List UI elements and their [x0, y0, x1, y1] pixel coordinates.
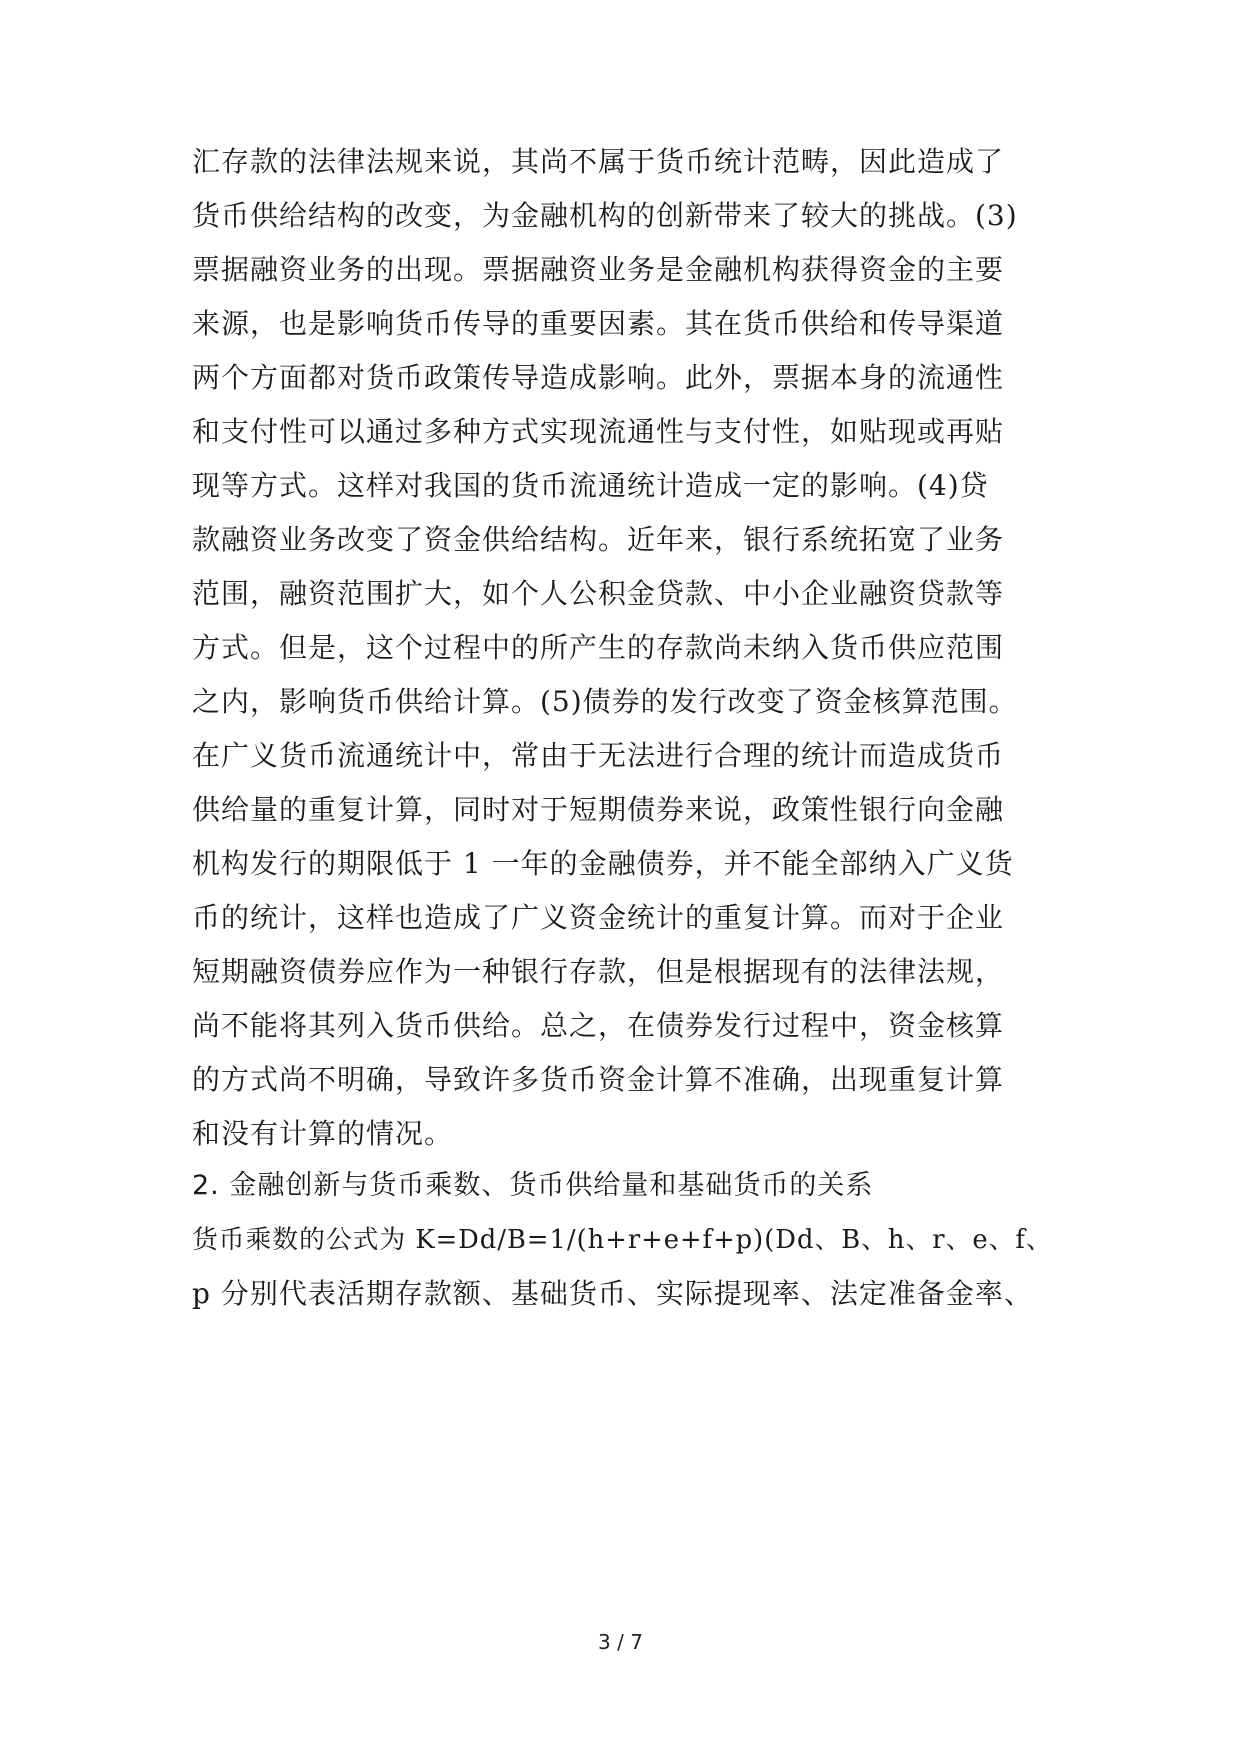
body-line-8: 款融资业务改变了资金供给结构。近年来，银行系统拓宽了业务 [192, 523, 1005, 556]
formula-line-1: 货币乘数的公式为 K=Dd/B=1/(h+r+e+f+p)(Dd、B、h、r、e、f、 [192, 1225, 1053, 1255]
body-line-9: 范围，融资范围扩大，如个人公积金贷款、中小企业融资贷款等 [192, 577, 1005, 610]
body-line-10: 方式。但是，这个过程中的所产生的存款尚未纳入货币供应范围 [192, 631, 1005, 664]
body-line-5: 两个方面都对货币政策传导造成影响。此外，票据本身的流通性 [192, 361, 1005, 394]
section-heading: 2. 金融创新与货币乘数、货币供给量和基础货币的关系 [192, 1170, 874, 1201]
body-line-15: 币的统计，这样也造成了广义资金统计的重复计算。而对于企业 [192, 901, 1005, 934]
body-line-1: 汇存款的法律法规来说，其尚不属于货币统计范畴，因此造成了 [192, 145, 1005, 178]
page-number: 3 / 7 [598, 1630, 643, 1654]
body-line-18: 的方式尚不明确，导致许多货币资金计算不准确，出现重复计算 [192, 1063, 1005, 1096]
body-line-2: 货币供给结构的改变，为金融机构的创新带来了较大的挑战。(3) [192, 199, 1018, 232]
body-line-4: 来源，也是影响货币传导的重要因素。其在货币供给和传导渠道 [192, 307, 1005, 340]
body-line-13: 供给量的重复计算，同时对于短期债券来说，政策性银行向金融 [192, 793, 1005, 826]
body-line-3: 票据融资业务的出现。票据融资业务是金融机构获得资金的主要 [192, 253, 1005, 286]
body-line-11: 之内，影响货币供给计算。(5)债券的发行改变了资金核算范围。 [192, 685, 1018, 718]
formula-line-2: p 分别代表活期存款额、基础货币、实际提现率、法定准备金率、 [192, 1277, 1033, 1310]
body-line-19: 和没有计算的情况。 [192, 1117, 454, 1150]
body-line-14: 机构发行的期限低于 1 一年的金融债券，并不能全部纳入广义货 [192, 847, 1014, 880]
body-line-7: 现等方式。这样对我国的货币流通统计造成一定的影响。(4)贷 [192, 469, 989, 502]
body-line-6: 和支付性可以通过多种方式实现流通性与支付性，如贴现或再贴 [192, 415, 1005, 448]
body-line-17: 尚不能将其列入货币供给。总之，在债券发行过程中，资金核算 [192, 1009, 1005, 1042]
body-line-16: 短期融资债券应作为一种银行存款，但是根据现有的法律法规， [192, 955, 1005, 988]
body-line-12: 在广义货币流通统计中，常由于无法进行合理的统计而造成货币 [192, 739, 1005, 772]
